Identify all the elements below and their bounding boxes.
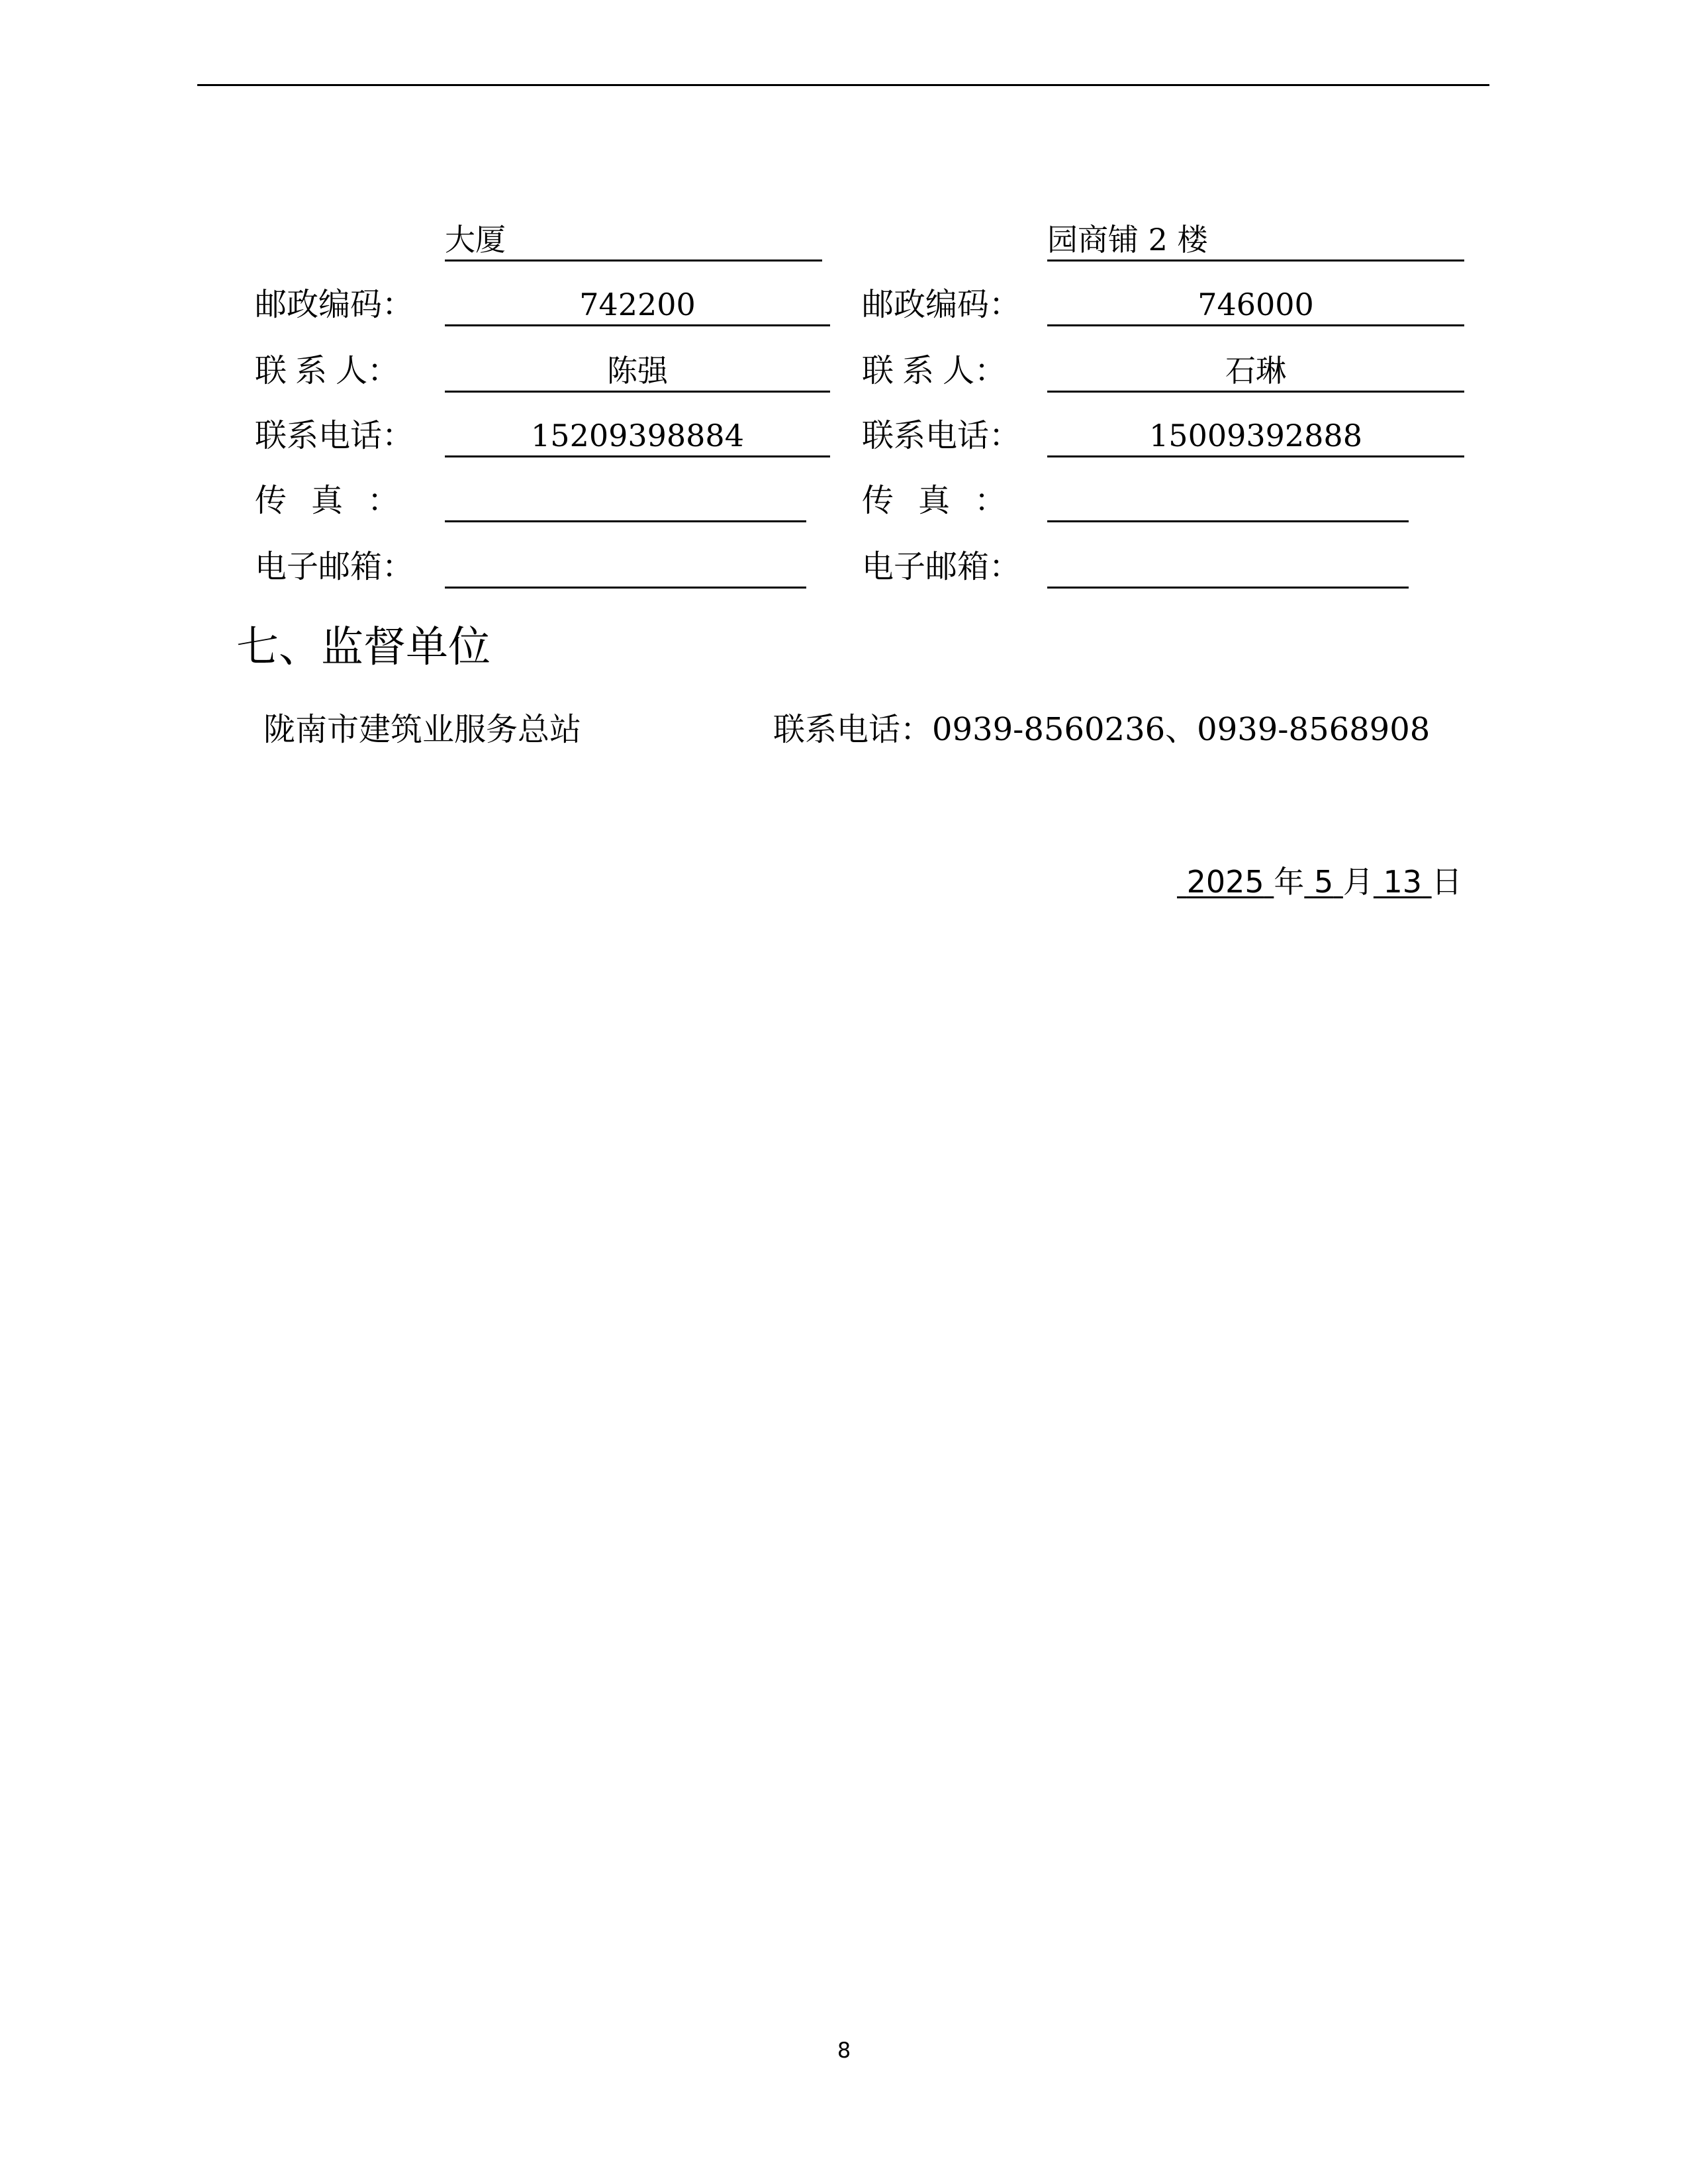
header-rule [197,84,1489,86]
right-postcode-label: 邮政编码： [862,286,1021,323]
label-char: 联 [862,352,894,389]
left-contact-label [255,351,399,391]
label-char: 系 [295,352,327,389]
label-char: 传 [255,482,287,519]
left-fax-value [445,481,806,522]
right-phone-value: 15009392888 [1047,416,1464,457]
left-postcode-value: 742200 [445,285,830,326]
label-char: 真 [310,482,343,519]
right-fax-label [862,481,1006,520]
right-address-tail: 园商铺 2 楼 [1047,220,1464,261]
label-char: ： [367,482,399,519]
date-year: 2025 [1186,864,1264,900]
label-char: 系 [902,352,934,389]
section-heading: 七、监督单位 [236,623,491,672]
left-phone-value: 15209398884 [445,416,830,457]
date-day: 13 [1383,864,1423,900]
left-email-label: 电子邮箱： [255,548,414,585]
left-contact-value: 陈强 [445,351,830,393]
supervisor-org: 陇南市建筑业服务总站 [263,711,582,748]
date-month: 5 [1313,864,1334,900]
right-postcode-value: 746000 [1047,285,1464,326]
label-char: 人： [335,352,399,389]
date-month-unit: 月 [1342,864,1374,900]
right-contact-value: 石琳 [1047,351,1464,393]
supervisor-phone: 联系电话：0939-8560236、0939-8568908 [773,711,1430,748]
right-email-label: 电子邮箱： [862,548,1021,585]
right-contact-label [862,351,1006,391]
label-char: 人： [942,352,1006,389]
label-char: 真 [917,482,950,519]
left-postcode-label: 邮政编码： [255,286,414,323]
right-phone-label: 联系电话： [862,417,1021,454]
page-number: 8 [837,2038,851,2063]
label-char: 传 [862,482,894,519]
document-date [1177,862,1462,902]
left-fax-label [255,481,399,520]
label-char: 联 [255,352,287,389]
label-char: ： [974,482,1006,519]
date-year-unit: 年 [1274,864,1305,900]
left-email-value [445,547,806,589]
date-day-unit: 日 [1431,864,1462,900]
right-email-value [1047,547,1409,589]
left-address-tail: 大厦 [445,220,822,261]
right-fax-value [1047,481,1409,522]
left-phone-label: 联系电话： [255,417,414,454]
